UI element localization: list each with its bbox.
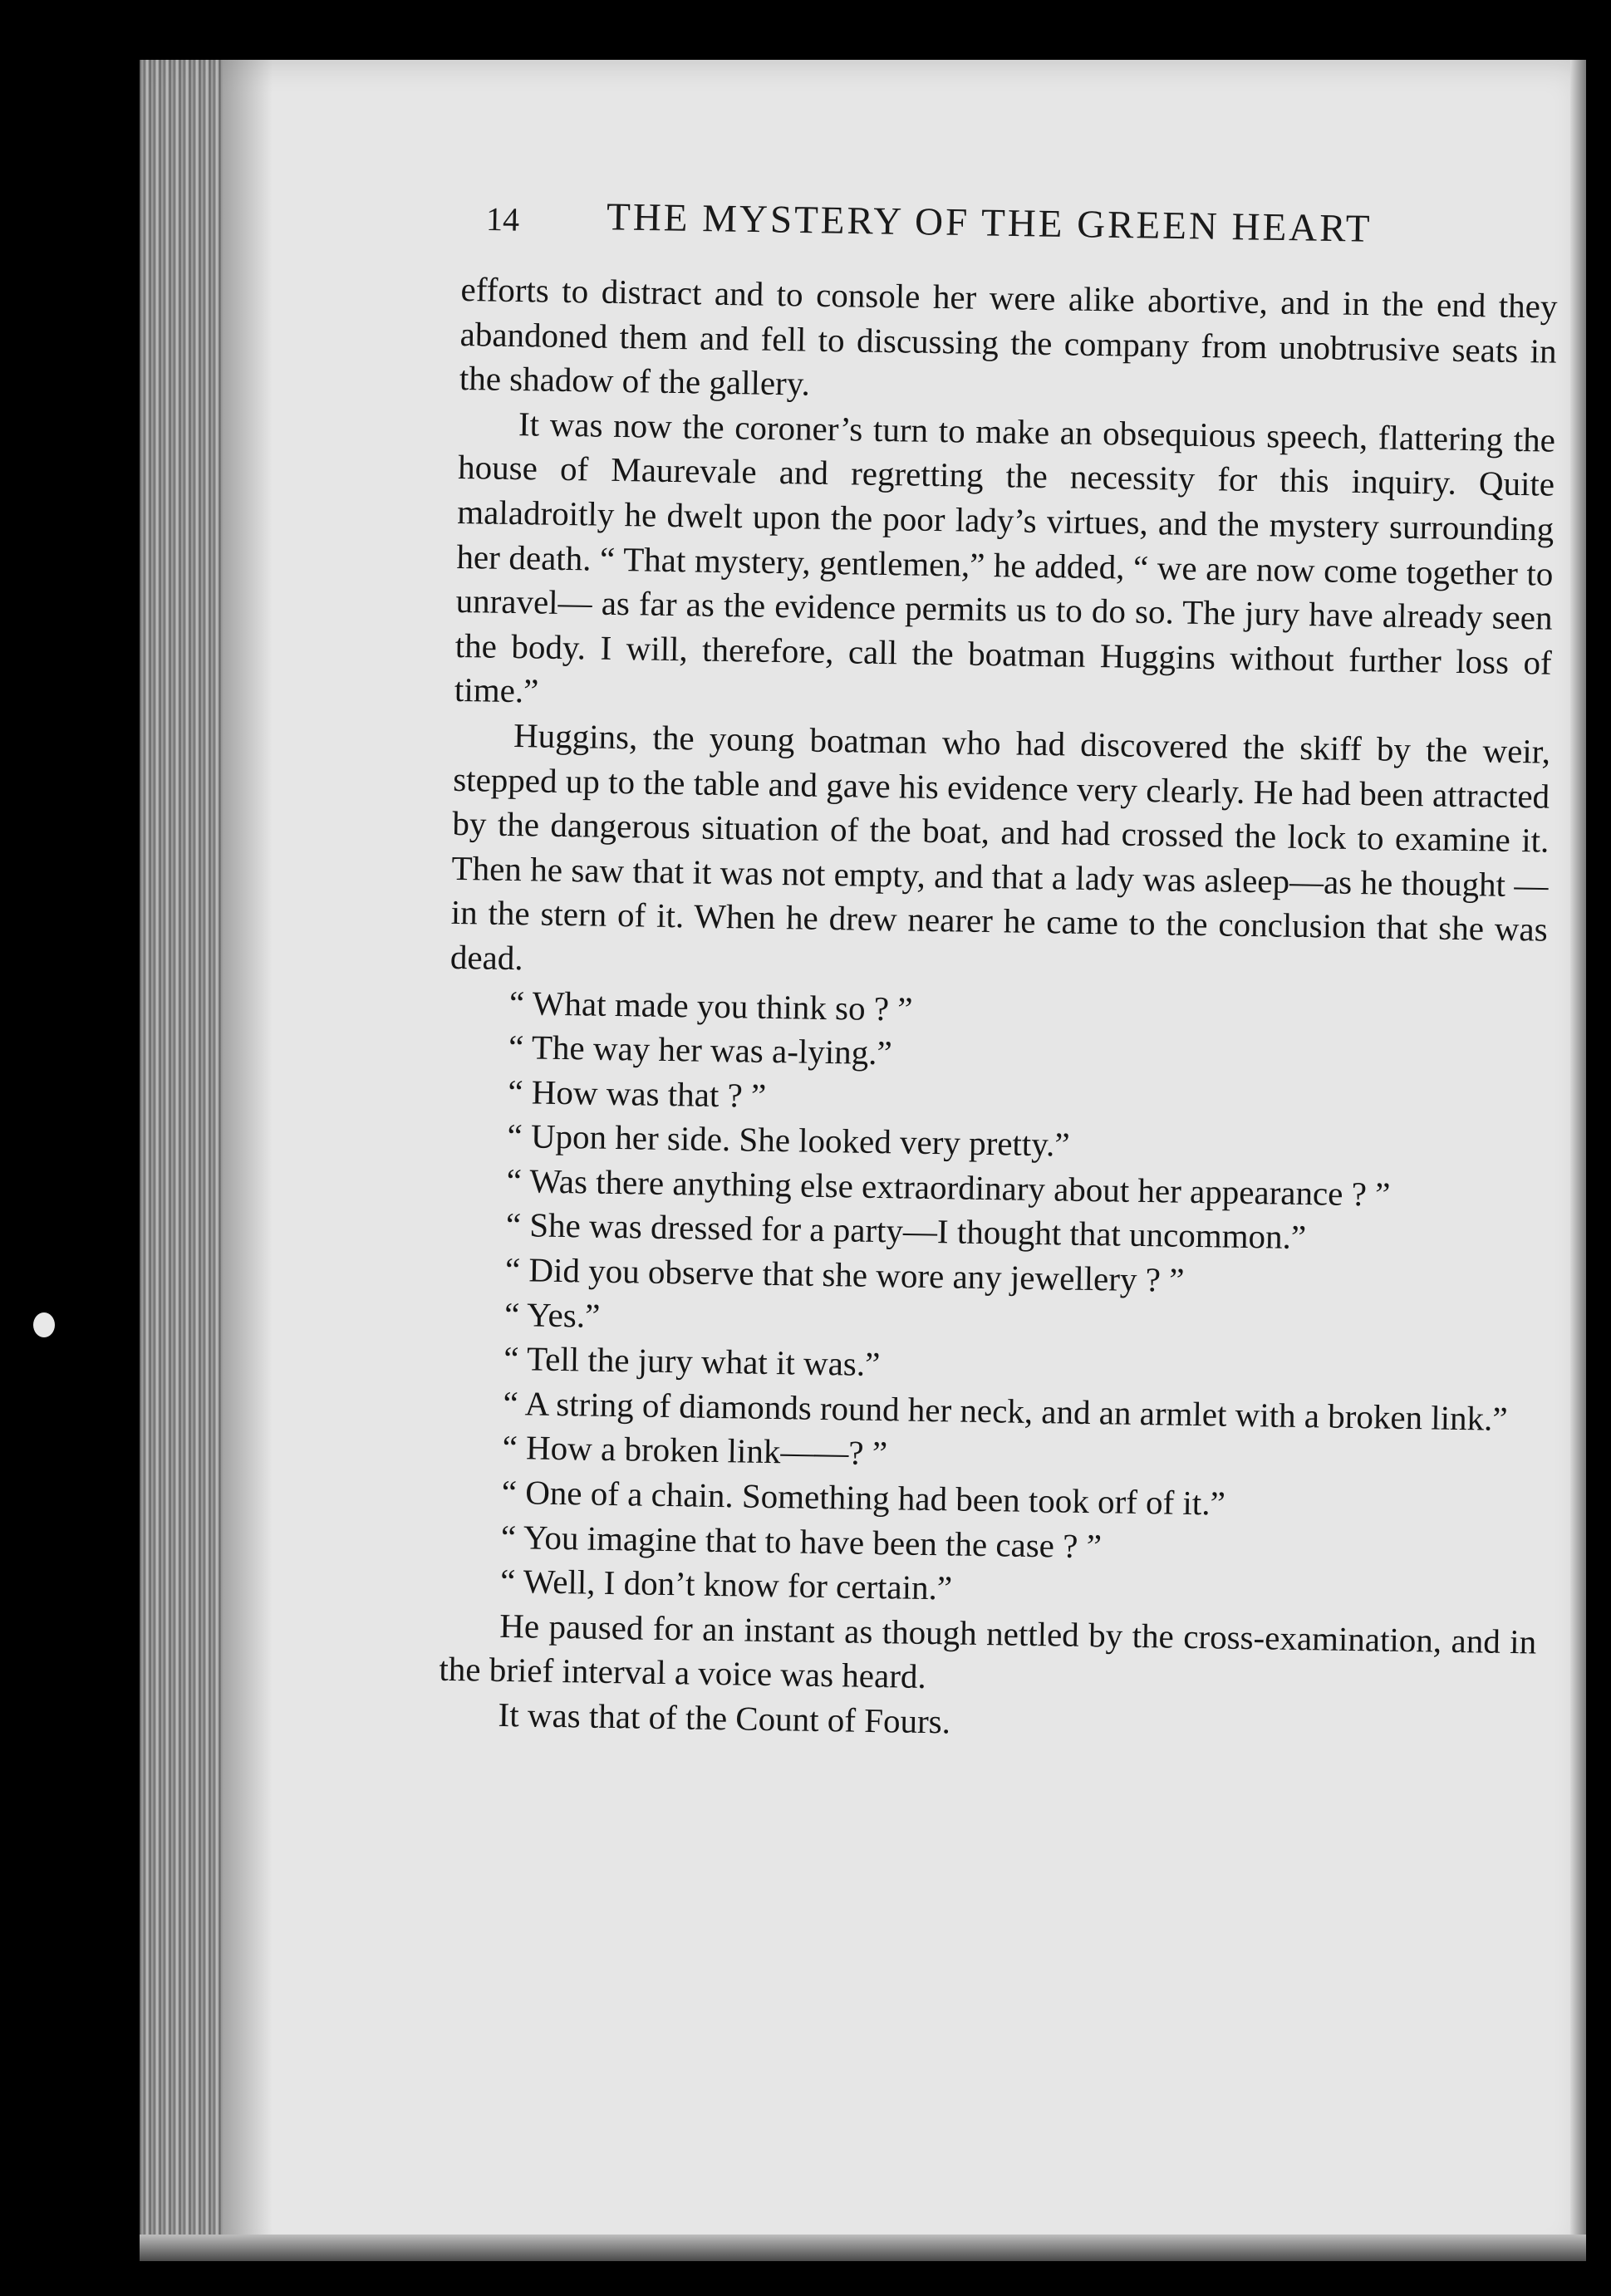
gutter-shadow <box>223 60 273 2261</box>
dialogue-line: “ What made you think so ? ” <box>508 983 913 1028</box>
page-number: 14 <box>485 200 520 238</box>
dialogue-line: “ Was there anything else extraordinary about her appearance ? ” <box>506 1160 1391 1214</box>
dialogue-line: “ Tell the jury what it was.” <box>503 1339 881 1384</box>
dialogue-line: “ The way her was a-lying.” <box>508 1028 893 1072</box>
body-text <box>438 267 1558 1754</box>
dialogue-line: “ How was that ? ” <box>508 1072 767 1115</box>
dialogue-line: “ How a broken link——? ” <box>502 1428 888 1473</box>
scan-artifact-spot <box>33 1312 55 1337</box>
paragraph: It was that of the Count of Fours. <box>498 1695 951 1741</box>
running-head-title: THE MYSTERY OF THE GREEN HEART <box>606 195 1373 251</box>
dialogue-line: “ Did you observe that she wore any jewellery ? ” <box>504 1250 1185 1299</box>
dialogue-line: “ Well, I don’t know for certain.” <box>499 1562 953 1607</box>
page-right-edge <box>1570 60 1586 2261</box>
page-bottom-edge <box>140 2235 1586 2261</box>
paragraph: Huggins, the young boatman who had discovered the skiff by the weir, stepped up to the table and gave his evidence very clearly. He had been attracted by the dangerous situation of the boat, and had crossed the lock to examine it. Then he saw that it was not empty, and that a lady was asleep—as he thought —in the stern of it. When he drew nearer he came to the conclusion that she was dead. <box>449 716 1551 978</box>
paragraph: efforts to distract and to console her were alike abortive, and in the end they abandoned them and fell to discussing the company from unobtrusive seats in the shadow of the gallery. <box>459 269 1558 403</box>
paragraph: It was now the coroner’s turn to make an obsequious speech, flattering the house of Maurevale and regretting the necessity for this inquiry. Quite maladroitly he dwelt upon the poor lady’s virtues, and the mystery surrounding her death. “ That mystery, gentlemen,” he added, “ we are now come together to unravel— as far as the evidence permits us to do so. The jury have already seen the body. I will, therefore, call the boatman Huggins without further loss of time.” <box>454 404 1556 710</box>
dialogue-line: “ One of a chain. Something had been took orf of it.” <box>501 1472 1226 1523</box>
dialogue-line: “ You imagine that to have been the case ? ” <box>500 1517 1103 1565</box>
page-binding-gutter <box>140 60 223 2261</box>
dialogue-line: “ A string of diamonds round her neck, and an armlet with a broken link.” <box>503 1383 1508 1438</box>
paragraph: He paused for an instant as though nettled by the cross-examination, and in the brief interval a voice was heard. <box>439 1606 1537 1696</box>
dialogue-line: “ She was dressed for a party—I thought that uncommon.” <box>505 1205 1307 1257</box>
dialogue-line: “ Yes.” <box>503 1294 601 1335</box>
dialogue-line: “ Upon her side. She looked very pretty.” <box>507 1116 1070 1164</box>
